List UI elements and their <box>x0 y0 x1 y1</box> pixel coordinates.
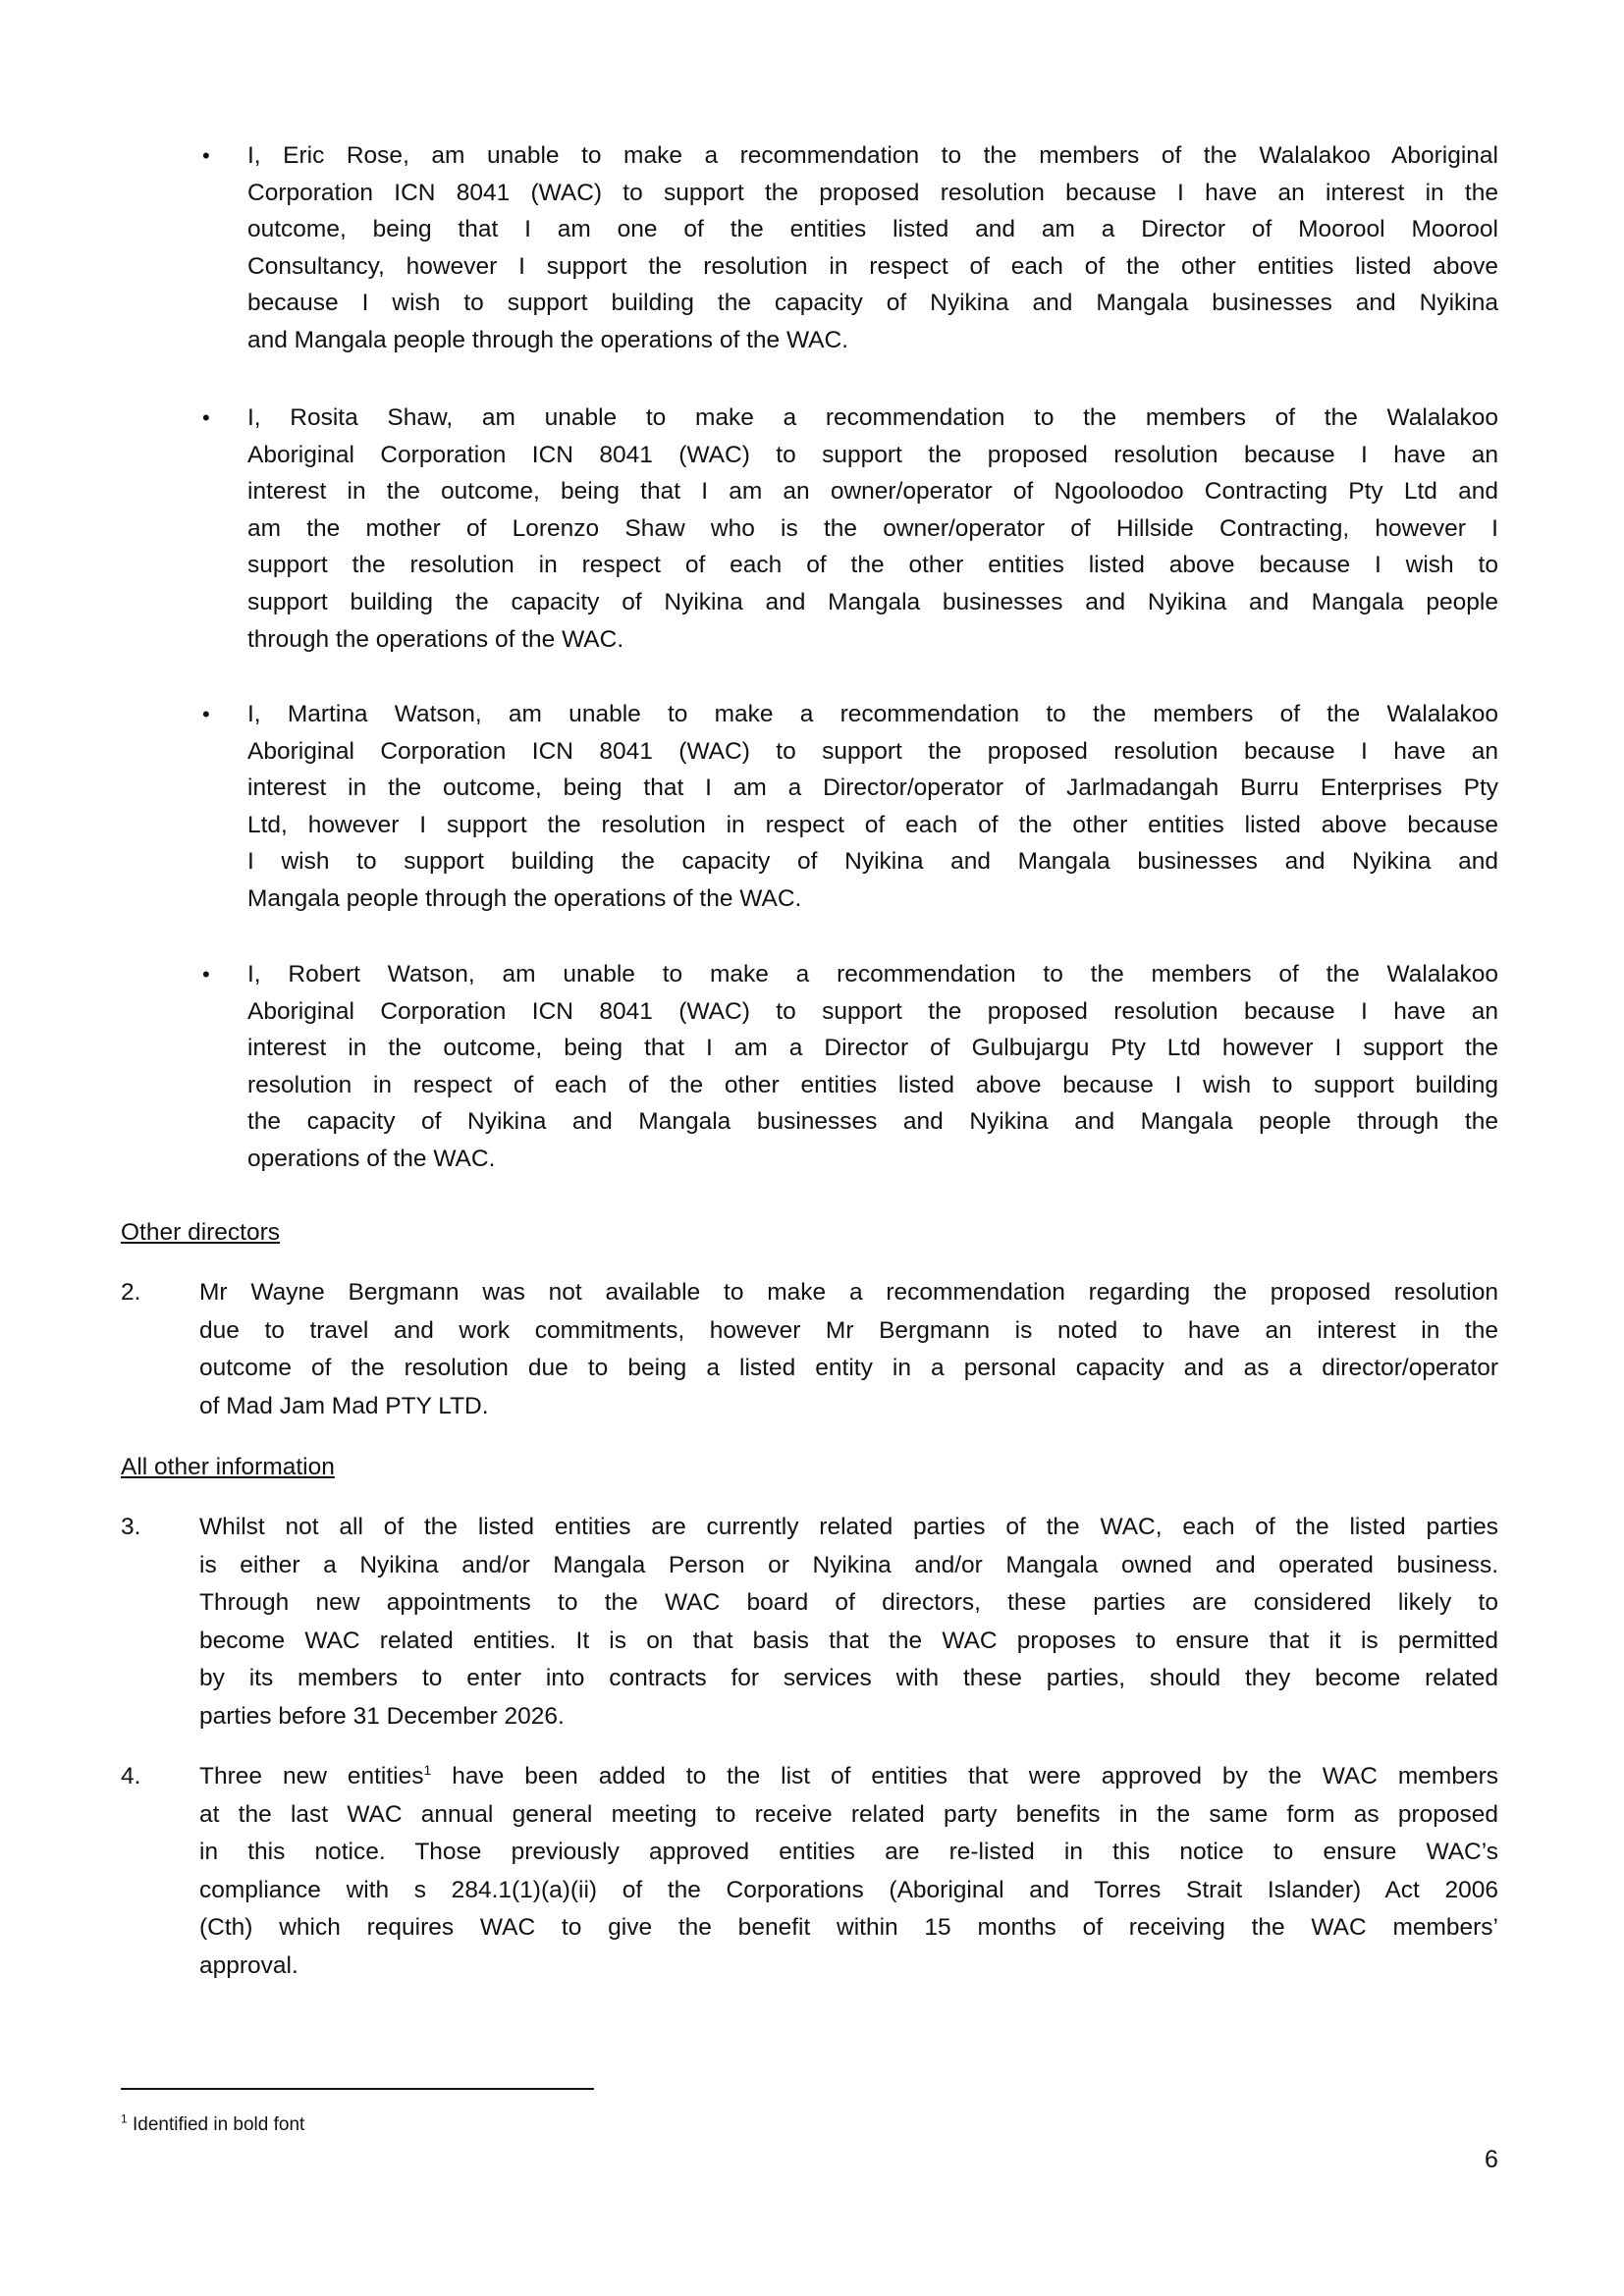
text-line: of Mad Jam Mad PTY LTD. <box>199 1392 489 1419</box>
bullet-item <box>202 137 1498 359</box>
text-line: due to travel and work commitments, however Mr Bergmann is noted to have an interest in the <box>199 1316 1498 1344</box>
text-line: I, Martina Watson, am unable to make a recommendation to the members of the Walalakoo <box>247 701 1498 727</box>
text-line <box>199 1758 1498 1796</box>
text-line: operations of the WAC. <box>247 1145 496 1172</box>
bullet-icon: • <box>202 405 210 430</box>
text-line: and Mangala people through the operations of the WAC. <box>247 326 848 353</box>
paragraph-number: 4. <box>121 1763 141 1789</box>
footnote-marker: 1 <box>121 2111 128 2126</box>
numbered-paragraph <box>121 1274 1498 1425</box>
section-heading-all-other-information: All other information <box>121 1454 335 1480</box>
text-line: resolution in respect of each of the other entities listed above because I wish to support building <box>247 1071 1498 1098</box>
text-line: Aboriginal Corporation ICN 8041 (WAC) to support the proposed resolution because I have an <box>247 737 1498 765</box>
text-line: outcome of the resolution due to being a listed entity in a personal capacity and as a director/operator <box>199 1355 1498 1381</box>
text-line: become WAC related entities. It is on that basis that the WAC proposes to ensure that it is permitted <box>199 1627 1498 1654</box>
text-line: through the operations of the WAC. <box>247 625 624 653</box>
text-line: support the resolution in respect of each of the other entities listed above because I wish to <box>247 552 1498 579</box>
bullet-icon: • <box>202 962 210 987</box>
text-line: Ltd, however I support the resolution in respect of each of the other entities listed above because <box>247 811 1498 838</box>
bullet-item <box>202 956 1498 1178</box>
text-line: (Cth) which requires WAC to give the benefit within 15 months of receiving the WAC members’ <box>199 1914 1498 1941</box>
text-line: approval. <box>199 1951 298 1979</box>
text-line: I, Eric Rose, am unable to make a recommendation to the members of the Walalakoo Aboriginal <box>247 142 1498 169</box>
text-line: is either a Nyikina and/or Mangala Person or Nyikina and/or Mangala owned and operated business. <box>199 1551 1498 1578</box>
text-line: interest in the outcome, being that I am a Director of Gulbujargu Pty Ltd however I support the <box>247 1035 1498 1062</box>
text-line: Whilst not all of the listed entities are currently related parties of the WAC, each of the listed parties <box>199 1514 1498 1540</box>
text-line: at the last WAC annual general meeting to receive related party benefits in the same form as proposed <box>199 1800 1498 1828</box>
bullet-icon: • <box>202 143 210 168</box>
text-line: the capacity of Nyikina and Mangala businesses and Nyikina and Mangala people through the <box>247 1108 1498 1136</box>
text-segment: have been added to the list of entities that were approved by the WAC members <box>431 1763 1498 1789</box>
text-line: Through new appointments to the WAC board of directors, these parties are considered likely to <box>199 1589 1498 1616</box>
text-line: interest in the outcome, being that I am an owner/operator of Ngooloodoo Contracting Pty Ltd and <box>247 478 1498 506</box>
page-number: 6 <box>1485 2146 1498 2173</box>
section-heading-other-directors: Other directors <box>121 1219 281 1246</box>
footnote <box>121 2111 305 2136</box>
footnote-text: Identified in bold font <box>132 2114 305 2135</box>
text-line: Aboriginal Corporation ICN 8041 (WAC) to support the proposed resolution because I have an <box>247 997 1498 1025</box>
bullet-icon: • <box>202 702 210 726</box>
text-line: outcome, being that I am one of the entities listed and am a Director of Moorool Moorool <box>247 216 1498 243</box>
footnote-divider <box>121 2088 594 2090</box>
text-line: in this notice. Those previously approved entities are re-listed in this notice to ensure WAC’s <box>199 1839 1498 1865</box>
text-line: I wish to support building the capacity of Nyikina and Mangala businesses and Nyikina and <box>247 848 1498 876</box>
text-line: interest in the outcome, being that I am a Director/operator of Jarlmadangah Burru Enterprises Pty <box>247 774 1498 802</box>
numbered-paragraph <box>121 1758 1498 1985</box>
text-line: Corporation ICN 8041 (WAC) to support the proposed resolution because I have an interest in the <box>247 179 1498 206</box>
paragraph-number: 3. <box>121 1514 141 1540</box>
text-line: Mr Wayne Bergmann was not available to make a recommendation regarding the proposed resolution <box>199 1279 1498 1306</box>
footnote-reference: 1 <box>423 1761 432 1778</box>
text-line: support building the capacity of Nyikina and Mangala businesses and Nyikina and Mangala people <box>247 588 1498 615</box>
paragraph-number: 2. <box>121 1279 141 1306</box>
text-line: I, Rosita Shaw, am unable to make a recommendation to the members of the Walalakoo <box>247 404 1498 431</box>
text-line: because I wish to support building the capacity of Nyikina and Mangala businesses and Nyikina <box>247 290 1498 317</box>
bullet-item <box>202 400 1498 658</box>
text-line: am the mother of Lorenzo Shaw who is the owner/operator of Hillside Contracting, however I <box>247 514 1498 542</box>
numbered-paragraph <box>121 1509 1498 1735</box>
bullet-item <box>202 696 1498 918</box>
text-line: Consultancy, however I support the resolution in respect of each of the other entities listed above <box>247 252 1498 280</box>
text-line: Aboriginal Corporation ICN 8041 (WAC) to support the proposed resolution because I have an <box>247 441 1498 468</box>
text-line: parties before 31 December 2026. <box>199 1702 565 1730</box>
text-segment: Three new entities <box>199 1763 424 1789</box>
text-line: compliance with s 284.1(1)(a)(ii) of the Corporations (Aboriginal and Torres Strait Islander) Act 2006 <box>199 1876 1498 1903</box>
text-line: Mangala people through the operations of the WAC. <box>247 884 802 912</box>
text-line: I, Robert Watson, am unable to make a recommendation to the members of the Walalakoo <box>247 961 1498 988</box>
text-line: by its members to enter into contracts for services with these parties, should they become related <box>199 1665 1498 1691</box>
